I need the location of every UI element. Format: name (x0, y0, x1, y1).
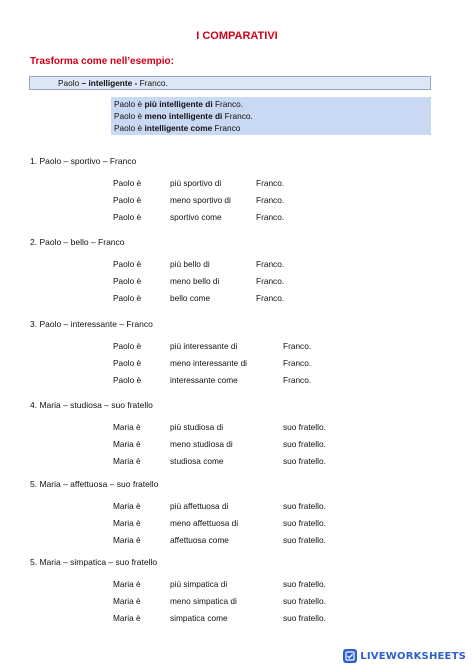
exercise-object: Franco. (256, 259, 285, 269)
exercise-answer[interactable]: meno studiosa di (170, 439, 233, 449)
liveworksheets-logo[interactable] (343, 649, 466, 663)
exercise-object: suo fratello. (283, 456, 326, 466)
exercise-subject: Maria è (113, 456, 141, 466)
exercise-answer[interactable]: affettuosa come (170, 535, 229, 545)
exercise-subject: Maria è (113, 596, 141, 606)
exercise-object: suo fratello. (283, 422, 326, 432)
exercise-object: Franco. (283, 358, 312, 368)
example-subject: Paolo (58, 78, 80, 88)
exercise-subject: Paolo è (113, 375, 142, 385)
exercise-object: Franco. (256, 178, 285, 188)
exercise-subject: Paolo è (113, 178, 142, 188)
exercise-subject: Paolo è (113, 259, 142, 269)
exercise-answer[interactable]: meno sportivo di (170, 195, 231, 205)
exercise-object: Franco. (256, 293, 285, 303)
exercise-subject: Paolo è (113, 195, 142, 205)
exercise-object: suo fratello. (283, 535, 326, 545)
exercise-answer[interactable]: più interessante di (170, 341, 238, 351)
exercise-answer[interactable]: meno bello di (170, 276, 220, 286)
exercise-answer[interactable]: sportivo come (170, 212, 222, 222)
exercise-object: suo fratello. (283, 518, 326, 528)
exercise-answer[interactable]: meno simpatica di (170, 596, 237, 606)
exercise-answer[interactable]: studiosa come (170, 456, 224, 466)
exercise-subject: Maria è (113, 535, 141, 545)
exercise-subject: Maria è (113, 579, 141, 589)
example-object: Franco. (139, 78, 168, 88)
exercise-subject: Paolo è (113, 293, 142, 303)
exercise-answer[interactable]: interessante come (170, 375, 238, 385)
exercise-subject: Paolo è (113, 212, 142, 222)
liveworksheets-logo-text: LIVEWORKSHEETS (360, 650, 466, 662)
example-line: Paolo è intelligente come Franco (114, 123, 241, 133)
exercise-heading: 5. Maria – affettuosa – suo fratello (30, 479, 159, 489)
exercise-answer[interactable]: più affettuosa di (170, 501, 229, 511)
exercise-subject: Maria è (113, 613, 141, 623)
exercise-subject: Maria è (113, 518, 141, 528)
exercise-answer[interactable]: più studiosa di (170, 422, 224, 432)
exercise-subject: Paolo è (113, 341, 142, 351)
exercise-answer[interactable]: più sportivo di (170, 178, 222, 188)
exercise-object: Franco. (283, 375, 312, 385)
example-line: Paolo è meno intelligente di Franco. (114, 111, 253, 121)
exercise-subject: Paolo è (113, 358, 142, 368)
example-line: Paolo è più intelligente di Franco. (114, 99, 244, 109)
exercise-object: Franco. (256, 212, 285, 222)
exercise-object: suo fratello. (283, 439, 326, 449)
liveworksheets-logo-icon (343, 649, 357, 663)
example-answers (111, 97, 431, 135)
exercise-answer[interactable]: più simpatica di (170, 579, 228, 589)
exercise-answer[interactable]: più bello di (170, 259, 210, 269)
exercise-answer[interactable]: simpatica come (170, 613, 228, 623)
exercise-object: Franco. (256, 195, 285, 205)
exercise-heading: 3. Paolo – interessante – Franco (30, 319, 153, 329)
exercise-subject: Maria è (113, 439, 141, 449)
exercise-heading: 2. Paolo – bello – Franco (30, 237, 125, 247)
exercise-object: suo fratello. (283, 596, 326, 606)
exercise-object: suo fratello. (283, 501, 326, 511)
exercise-heading: 5. Maria – simpatica – suo fratello (30, 557, 158, 567)
exercise-answer[interactable]: meno interessante di (170, 358, 248, 368)
exercise-answer[interactable]: bello come (170, 293, 211, 303)
exercise-object: Franco. (256, 276, 285, 286)
exercise-object: suo fratello. (283, 579, 326, 589)
exercise-answer[interactable]: meno affettuosa di (170, 518, 239, 528)
page-title: I COMPARATIVI (196, 30, 278, 42)
exercise-heading: 1. Paolo – sportivo – Franco (30, 156, 137, 166)
exercise-object: Franco. (283, 341, 312, 351)
exercise-subject: Paolo è (113, 276, 142, 286)
exercise-heading: 4. Maria – studiosa – suo fratello (30, 400, 153, 410)
exercise-subject: Maria è (113, 501, 141, 511)
example-adjective: – intelligente - (79, 78, 140, 88)
exercise-subject: Maria è (113, 422, 141, 432)
exercise-object: suo fratello. (283, 613, 326, 623)
example-prompt (29, 76, 431, 90)
instruction-text: Trasforma come nell’esempio: (30, 56, 174, 67)
